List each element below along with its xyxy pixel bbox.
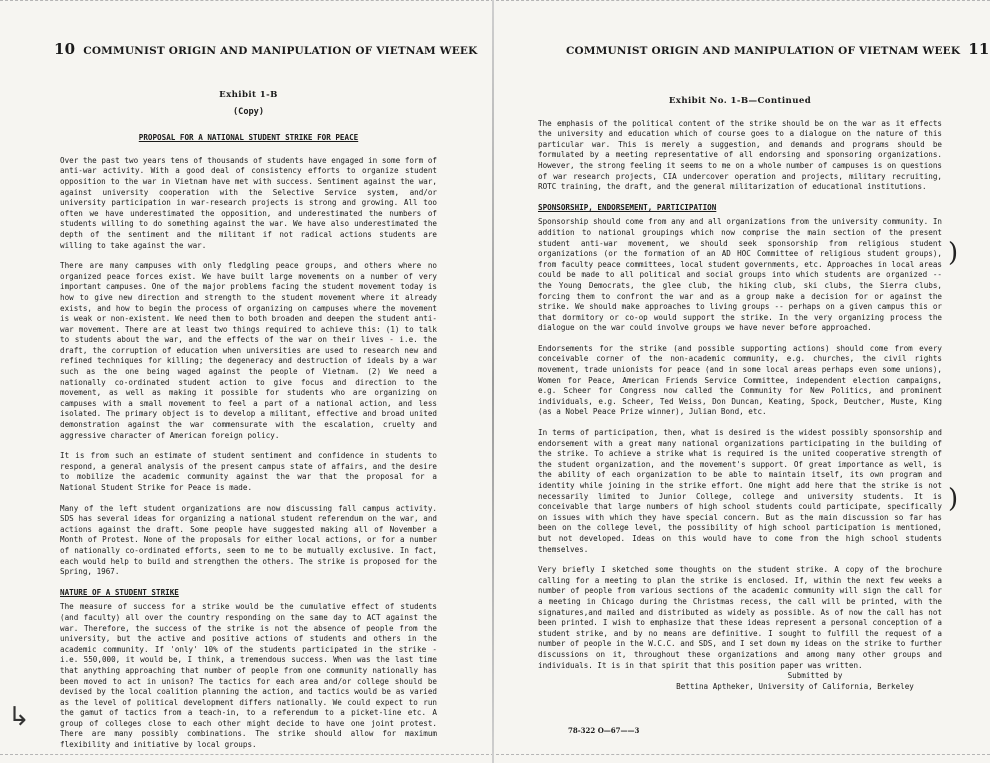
scan-mark: ↳	[8, 702, 30, 732]
right-text-column	[538, 96, 942, 692]
margin-bracket: )	[948, 484, 959, 514]
paragraph: Sponsorship should come from any and all organizations from the university community. In addition to national groupings which now comprise the main section of the present student anti-war movement, we should seek sponsorship from religious student organizations (or the formation of an AD HOC Committee of religious student groups), from faculty peace committees, local student governments, etc. Approaches in local areas could be made to all political and social groups into which students are organized -- the Young Democrats, the glee club, the hiking club, ski clubs, the Sierra clubs, forcing them to confront the war and as a group make a decision for or against the strike. We should make approaches to living groups -- perhaps on a given campus this or that dormitory or co-op would support the strike. In the very organizing process the dialogue on the war could involve groups we have never before approached.	[538, 217, 942, 333]
paragraph: Endorsements for the strike (and possible supporting actions) should come from every conceivable corner of the non-academic community, e.g. churches, the civil rights movement, trade unionists for peace (and in some local areas perhaps even some unions), Women for Peace, American Friends Service Committee, independent election campaigns, e.g. Scheer for Congress now called the Community for New Politics, and prominent individuals, e.g. Scheer, Ted Weiss, Don Duncan, Keating, Spock, Deutcher, Muste, King (as a Nobel Peace Prize winner), Julian Bond, etc.	[538, 343, 942, 417]
paragraph: It is from such an estimate of student sentiment and confidence in students to respond, a general analysis of the present campus state of affairs, and the desire to mobilize the academic community against the war that the proposal for a National Student Strike for Peace is made.	[60, 451, 437, 492]
print-code: 78-322 O—67——3	[568, 726, 640, 735]
signature: Bettina Aptheker, University of California, Berkeley	[676, 681, 914, 691]
paragraph: Very briefly I sketched some thoughts on the student strike. A copy of the brochure calling for a meeting to plan the strike is enclosed. If, within the next few weeks a number of people from various sections of the academic community will sign the call for a meeting in Chicago during the Christmas recess, the call will be printed, with the signatures,and mailed and distributed as widely as possible. As of now the call has not been printed. I wish to emphasize that these ideas represent a personal conception of a student strike, and by no means are definitive. I sought to fulfill the request of a number of people in the W.C.C. and SDS, and I set down my ideas on the strike to further discussions on it, throughout these organizations and among many other groups and individuals. It is in that spirit that this position paper was written.	[538, 565, 942, 670]
copy-label: (Copy)	[232, 106, 265, 117]
margin-bracket: )	[948, 238, 959, 268]
right-running-head-text: COMMUNIST ORIGIN AND MANIPULATION OF VIETNAM WEEK	[566, 45, 961, 57]
left-text-column	[60, 90, 437, 761]
section-heading: NATURE OF A STUDENT STRIKE	[60, 587, 179, 597]
right-page-number: 11	[968, 40, 990, 58]
document-title: PROPOSAL FOR A NATIONAL STUDENT STRIKE FOR PEACE	[138, 133, 359, 143]
left-running-head-text: COMMUNIST ORIGIN AND MANIPULATION OF VIETNAM WEEK	[83, 45, 478, 57]
paragraph: The emphasis of the political content of the strike should be on the war as it effects the university and education which of course goes to a dialogue on the nature of this particular war. This is merely a suggestion, and demands and programs should be formulated by a meeting representative of all endorsing and sponsoring organizations. However, the strong feeling it seems to me on a whole number of campuses is on questions of war research projects, CIA undercover operation and projects, military recruiting, ROTC training, the draft, and the general militarization of educational institutions.	[538, 118, 942, 192]
paragraph: The measure of success for a strike would be the cumulative effect of students (and faculty) all over the country responding on the same day to ACT against the war. Therefore, the success of the strike is not the absence of people from the university, but the active and positive actions of students and others in the academic community. If 'only' 10% of the students participated in the strike - i.e. 550,000, it would be, I think, a tremendous success. When was the last time that anything approaching that number of people from one community nationally has been moved to act in unison? The tactics for each area and/or college should be devised by the local coalition planning the action, and tactics would be as varied as the level of political development differs nationally. We could expect to run the gamut of tactics from a teach-in, to a referendum to a picket-line etc. A group of colleges close to each other might decide to have one joint protest. There are many possibly combinations. The strike should allow for maximum flexibility and initiative by local groups.	[60, 602, 437, 750]
paragraph: In terms of participation, then, what is desired is the widest possibly sponsorship and endorsement with a great many national organizations participating in the building of the strike. To achieve a strike what is required is the united cooperative strength of the student organization, and the movement's support. Of great importance as well, is the ability of each organization to be able to maintain itself, its own program and identity while joining in the strike effort. One might add here that the strike is not necessarily limited to Junior College, college and university students. It is conceivable that large numbers of high school students could participate, specifically on issues with which they have special concern. But as the main discussion so far has been on the college level, the possibility of high school participation is mentioned, but not developed. Ideas on this would have to come from the high school students themselves.	[538, 428, 942, 554]
left-page-number: 10	[54, 40, 76, 58]
paragraph: Over the past two years tens of thousands of students have engaged in some form of anti-war activity. With a good deal of consistency efforts to organize student opposition to the war in Vietnam have met with success. Sentiment against the war, against university cooperation with the Selective Service system, and/or university participation in war-research projects is strong and growing. All too often we have underestimated the opposition, and underestimated the numbers of students willing to do something against the war. We have also underestimated the depth of the sentiment and the militant if not radical actions students are willing to take against the war.	[60, 155, 437, 250]
right-running-head	[566, 40, 989, 58]
exhibit-continued-label: Exhibit No. 1-B—Continued	[668, 96, 812, 106]
left-running-head	[54, 40, 477, 58]
exhibit-label: Exhibit 1-B	[219, 90, 278, 100]
left-page	[0, 0, 492, 763]
submitted-by: Submitted by	[787, 671, 843, 681]
section-heading: SPONSORSHIP, ENDORSEMENT, PARTICIPATION	[538, 202, 717, 212]
paragraph: Many of the left student organizations are now discussing fall campus activity. SDS has several ideas for organizing a national student referendum on the war, and actions against the draft. Some people have suggested making all of November a Month of Protest. None of the proposals for either local actions, or for a number of nationally co-ordinated efforts, seem to me to be mutually exclusive. In fact, each would help to build and strengthen the others. The strike is proposed for the Spring, 1967.	[60, 503, 437, 577]
paragraph: There are many campuses with only fledgling peace groups, and others where no organized peace forces exist. We have built large movements on a number of very important campuses. One of the major problems facing the student movement today is how to give new direction and strength to the student movement where it already exists, and how to begin the process of organizing on campuses where the movement is weak or non-existent. We need them to both broaden and deepen the student anti-war movement. There are at least two things required to achieve this: (1) to talk to students about the war, and the effects of the war on their lives - i.e. the draft, the corruption of education when universities are used to research new and refined techniques for killing; the degeneracy and destruction of ideals by a war such as the one being waged against the people of Vietnam. (2) We need a nationally co-ordinated student action to give focus and direction to the movement, as well as making it possible for students who are organizing on campuses with a small movement to feel a part of a national action, and less isolated. The primary object is to develop a militant, effective and broad united demonstration against the war commensurate with the escalation, cruelty and aggressive character of American foreign policy.	[60, 261, 437, 440]
right-page	[494, 0, 990, 763]
